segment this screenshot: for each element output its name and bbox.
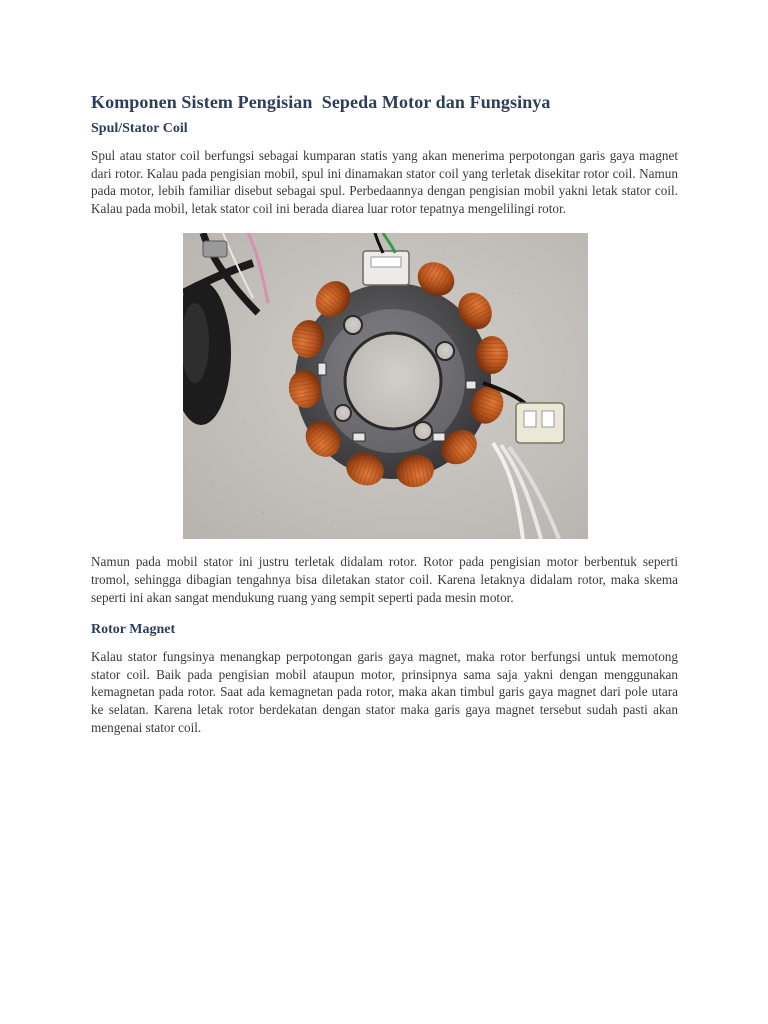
paragraph-stator-1: Spul atau stator coil berfungsi sebagai kumparan statis yang akan menerima perpotongan garis gaya magnet dari rotor. Kalau pada pengisian mobil, spul ini dinamakan stator coil yang terletak disekitar rotor coil. Namun pada motor, lebih familiar disebut sebagai spul. Perbedaannya dengan pengisian mobil yakni letak stator coil. Kalau pada mobil, letak stator coil ini berada diarea luar rotor tepatnya mengelilingi rotor.	[91, 148, 678, 216]
document-title: Komponen Sistem Pengisian Sepeda Motor dan Fungsinya	[91, 92, 551, 112]
stator-coil-photo	[183, 233, 588, 539]
paragraph-rotor-1: Kalau stator fungsinya menangkap perpotongan garis gaya magnet, maka rotor berfungsi untuk memotong stator coil. Baik pada pengisian mobil ataupun motor, prinsipnya sama saja yakni dengan menggunakan kemagnetan pada rotor. Saat ada kemagnetan pada rotor, maka akan timbul garis gaya magnet dari pole utara ke selatan. Karena letak rotor berdekatan dengan stator maka garis gaya magnet tersebut sudah pasti akan mengenai stator coil.	[91, 649, 678, 735]
section-heading-rotor: Rotor Magnet	[91, 622, 176, 638]
document-page	[91, 92, 678, 752]
figure-container	[91, 233, 678, 539]
section-heading-stator: Spul/Stator Coil	[91, 121, 188, 136]
paragraph-stator-2: Namun pada mobil stator ini justru terletak didalam rotor. Rotor pada pengisian motor berbentuk seperti tromol, sehingga dibagian tengahnya bisa diletakan stator coil. Karena letaknya didalam rotor, maka skema seperti ini akan sangat mendukung ruang yang sempit seperti pada mesin motor.	[91, 554, 678, 605]
